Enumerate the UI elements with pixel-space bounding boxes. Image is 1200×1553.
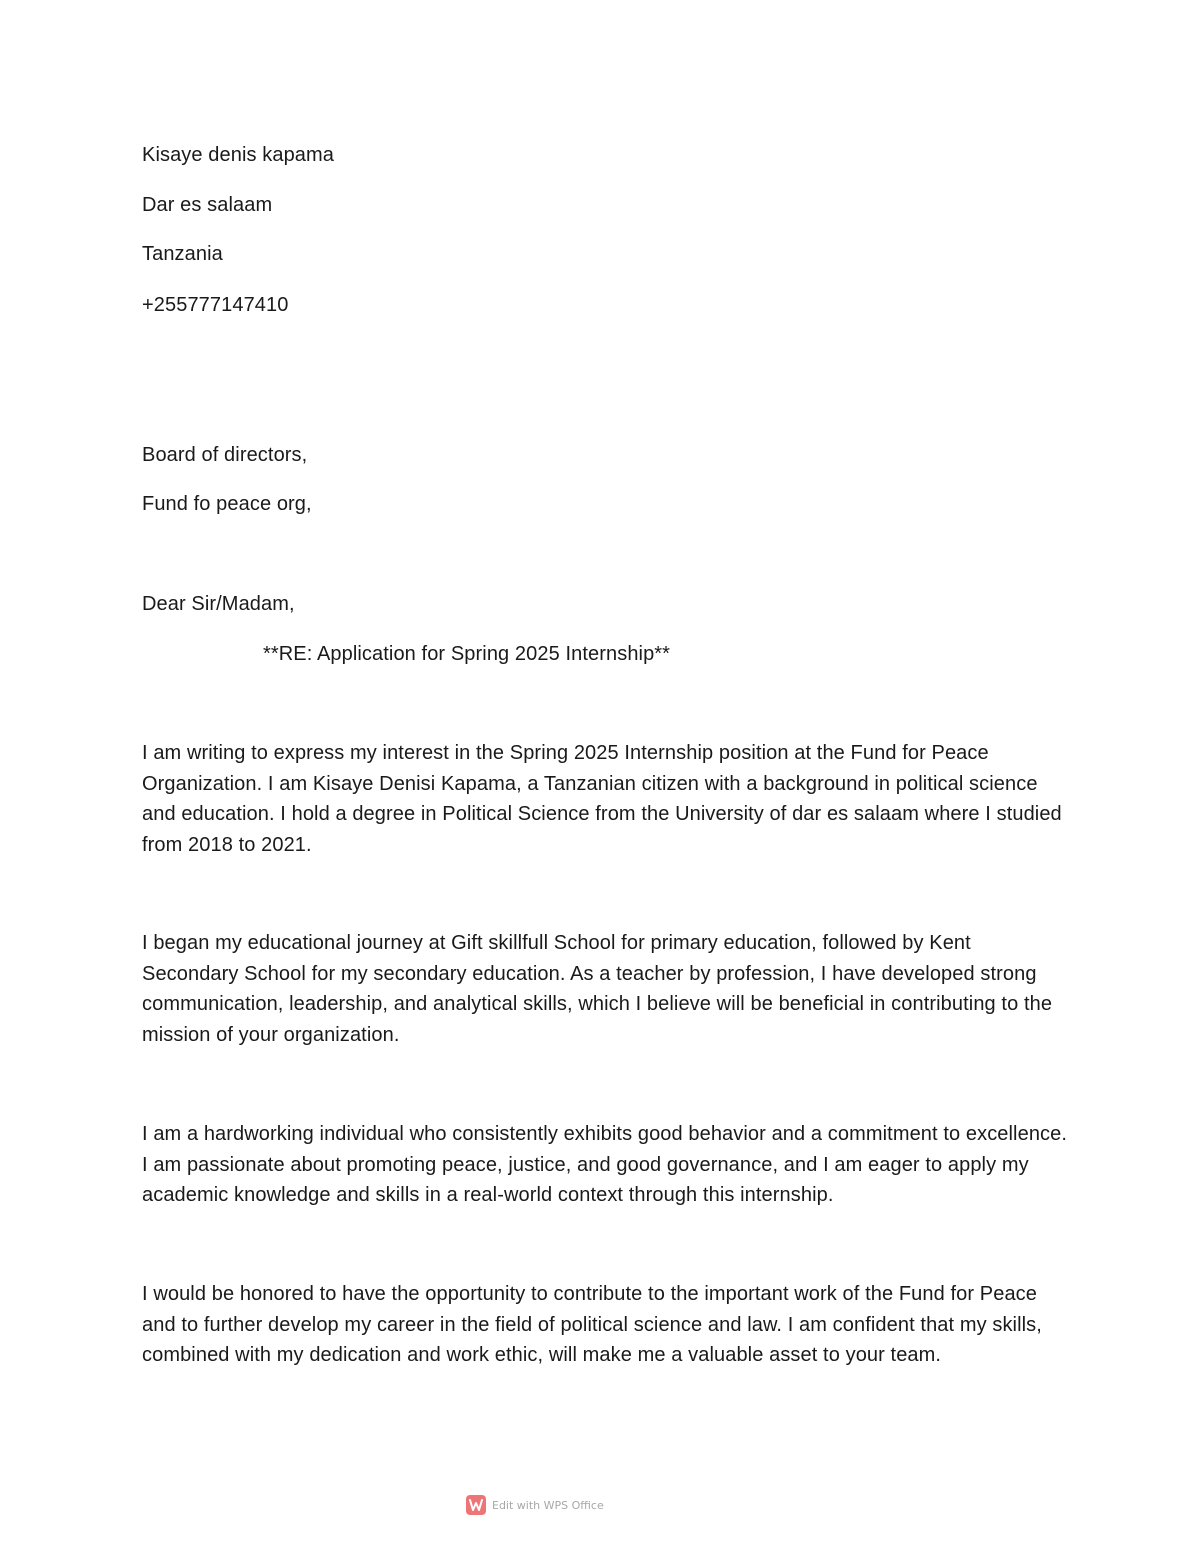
body-paragraph-4: I would be honored to have the opportunity to contribute to the important work of the Fund for Peace and to further develop my career in the field of political science and law. I am confident that my skills, combined with my dedication and work ethic, will make me a valuable asset to your team.	[142, 1283, 1042, 1366]
salutation: Dear Sir/Madam,	[142, 593, 295, 615]
body-paragraph-1: I am writing to express my interest in the Spring 2025 Internship position at the Fund for Peace Organization. I am Kisaye Denisi Kapama, a Tanzanian citizen with a background in political science and education. I hold a degree in Political Science from the University of dar es salaam where I studied from 2018 to 2021.	[142, 742, 1062, 856]
sender-name: Kisaye denis kapama	[142, 144, 335, 166]
body-paragraph-3: I am a hardworking individual who consistently exhibits good behavior and a commitment to excellence. I am passionate about promoting peace, justice, and good governance, and I am eager to apply my academic knowledge and skills in a real-world context through this internship.	[142, 1123, 1068, 1206]
recipient-title: Board of directors,	[142, 444, 308, 466]
wps-watermark-text: Edit with WPS Office	[492, 1498, 604, 1512]
sender-city: Dar es salaam	[142, 194, 273, 216]
subject-line: **RE: Application for Spring 2025 Internship**	[263, 643, 671, 665]
recipient-organization: Fund fo peace org,	[142, 493, 312, 515]
wps-logo-icon	[466, 1495, 486, 1515]
sender-country: Tanzania	[142, 243, 223, 265]
wps-watermark[interactable]	[466, 1494, 604, 1516]
body-paragraph-2: I began my educational journey at Gift skillfull School for primary education, followed by Kent Secondary School for my secondary education. As a teacher by profession, I have developed strong communication, leadership, and analytical skills, which I believe will be beneficial in contributing to the mission of your organization.	[142, 932, 1053, 1046]
sender-phone: +255777147410	[142, 294, 289, 316]
